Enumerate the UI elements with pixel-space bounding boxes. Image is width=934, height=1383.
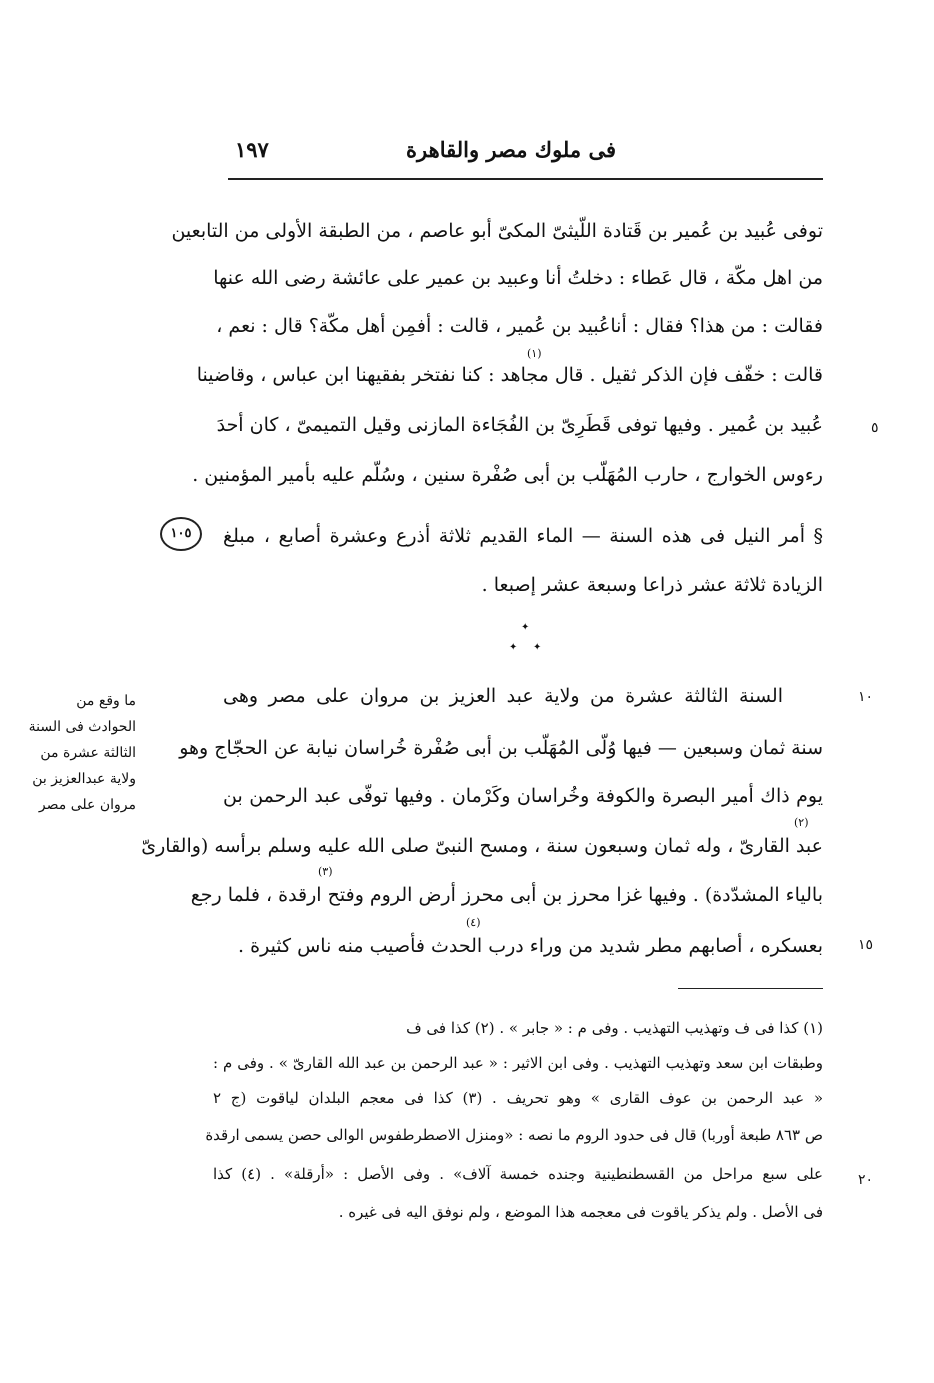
footnote-mark: (٤) bbox=[466, 916, 481, 929]
footnote-line: ص ٨٦٣ طبعة أوربا) قال فى حدود الروم ما نصه : «ومنزل الاصطرطفوس الوالى حصن يسمى ارقدة bbox=[205, 1126, 823, 1144]
ornament-star: ✦ bbox=[509, 642, 518, 653]
footnote-line: (١) كذا فى ف وتهذيب التهذيب . وفى م : « جابر » . (٢) كذا فى ف bbox=[406, 1019, 823, 1037]
body-line: رءوس الخوارج ، حارب المُهَلّب بن أبى صُفْرة سنين ، وسُلّم عليه بأمير المؤمنين . bbox=[192, 464, 823, 486]
ornament-star: ✦ bbox=[533, 642, 542, 653]
header-rule bbox=[228, 178, 823, 180]
body-line: عُبيد بن عُمير . وفيها توفى قَطَرِىّ بن الفُجَاءة المازنى وقيل التميمىّ ، كان أحدَ bbox=[216, 414, 823, 436]
section-line: السنة الثالثة عشرة من ولاية عبد العزيز بن مروان على مصر وهى bbox=[223, 685, 783, 707]
body-line: فقالت : من هذا؟ فقال : أناعُبيد بن عُمير ، قالت : أفمِن أهل مكّة؟ قال : نعم ، bbox=[216, 315, 823, 337]
nile-line: الزيادة ثلاثة عشر ذراعا وسبعة عشر إصبعا . bbox=[481, 574, 823, 596]
section-line: بعسكره ، أصابهم مطر شديد من وراء درب الحدث فأصيب منه ناس كثيرة . bbox=[238, 935, 823, 957]
line-number: ٢٠ bbox=[858, 1172, 874, 1188]
side-note-line: الحوادث فى السنة bbox=[28, 719, 136, 735]
section-ornament bbox=[505, 623, 545, 659]
footnote-mark: (١) bbox=[527, 347, 542, 360]
line-number: ٥ bbox=[871, 420, 879, 436]
footnote-mark: (٢) bbox=[794, 816, 809, 829]
footnote-mark: (٣) bbox=[318, 865, 333, 878]
body-line: قالت : خفّف فإن الذكر ثقيل . قال مجاهد : كنا نفتخر بفقيهنا ابن عباس ، وقاضينا bbox=[196, 364, 823, 386]
line-number: ١٥ bbox=[858, 937, 874, 953]
ornament-star: ✦ bbox=[521, 622, 530, 633]
side-note-line: ما وقع من bbox=[76, 693, 136, 709]
nile-line: § أمر النيل فى هذه السنة — الماء القديم ثلاثة أذرع وعشرة أصابع ، مبلغ bbox=[223, 525, 823, 547]
footnote-line: على سبع مراحل من القسطنطينية وجنده خمسة آلاف» . وفى الأصل : «أرقلة» . (٤) كذا bbox=[213, 1165, 823, 1183]
page-number: ١٩٧ bbox=[235, 137, 269, 162]
section-line: بالياء المشدّدة) . وفيها غزا محرز بن أبى محرز أرض الروم وفتح ارقدة ، فلما رجع bbox=[190, 884, 823, 906]
footnote-line: فى الأصل . ولم يذكر ياقوت فى معجمه هذا الموضع ، ولم نوفق اليه فى غيره . bbox=[338, 1203, 823, 1221]
footnote-rule bbox=[678, 988, 823, 989]
section-line: عبد القارىّ ، وله ثمان وسبعون سنة ، ومسح النبىّ صلى الله عليه وسلم برأسه (والقارىّ bbox=[141, 835, 823, 857]
nile-year-badge bbox=[160, 517, 202, 551]
section-line: يوم ذاك أمير البصرة والكوفة وخُراسان وكَرْمان . وفيها توفّى عبد الرحمن بن bbox=[223, 785, 823, 807]
nile-year-number: ١٠٥ bbox=[170, 526, 192, 541]
footnote-line: « عبد الرحمن بن عوف القارى » وهو تحريف . (٣) كذا فى معجم البلدان لياقوت (ج ٢ bbox=[213, 1089, 823, 1107]
footnote-line: وطبقات ابن سعد وتهذيب التهذيب . وفى ابن الاثير : « عبد الرحمن بن عبد الله القارىّ » . وفى م : bbox=[213, 1054, 823, 1072]
section-line: سنة ثمان وسبعين — فيها وُلّى المُهَلّب بن أبى صُفْرة خُراسان نيابة عن الحجّاج وهو bbox=[179, 737, 823, 759]
side-note-line: الثالثة عشرة من bbox=[40, 745, 136, 761]
side-note-line: ولاية عبدالعزيز بن bbox=[32, 771, 136, 787]
running-title: فى ملوك مصر والقاهرة bbox=[406, 137, 616, 162]
side-note-line: مروان على مصر bbox=[38, 797, 136, 813]
line-number: ١٠ bbox=[858, 689, 874, 705]
side-note bbox=[28, 688, 136, 818]
body-line: من اهل مكّة ، قال عَطاء : دخلتُ أنا وعبيد بن عمير على عائشة رضى الله عنها bbox=[213, 267, 823, 289]
body-line: توفى عُبيد بن عُمير بن قَتادة اللّيثىّ المكىّ أبو عاصم ، من الطبقة الأولى من التابعين bbox=[171, 220, 823, 242]
